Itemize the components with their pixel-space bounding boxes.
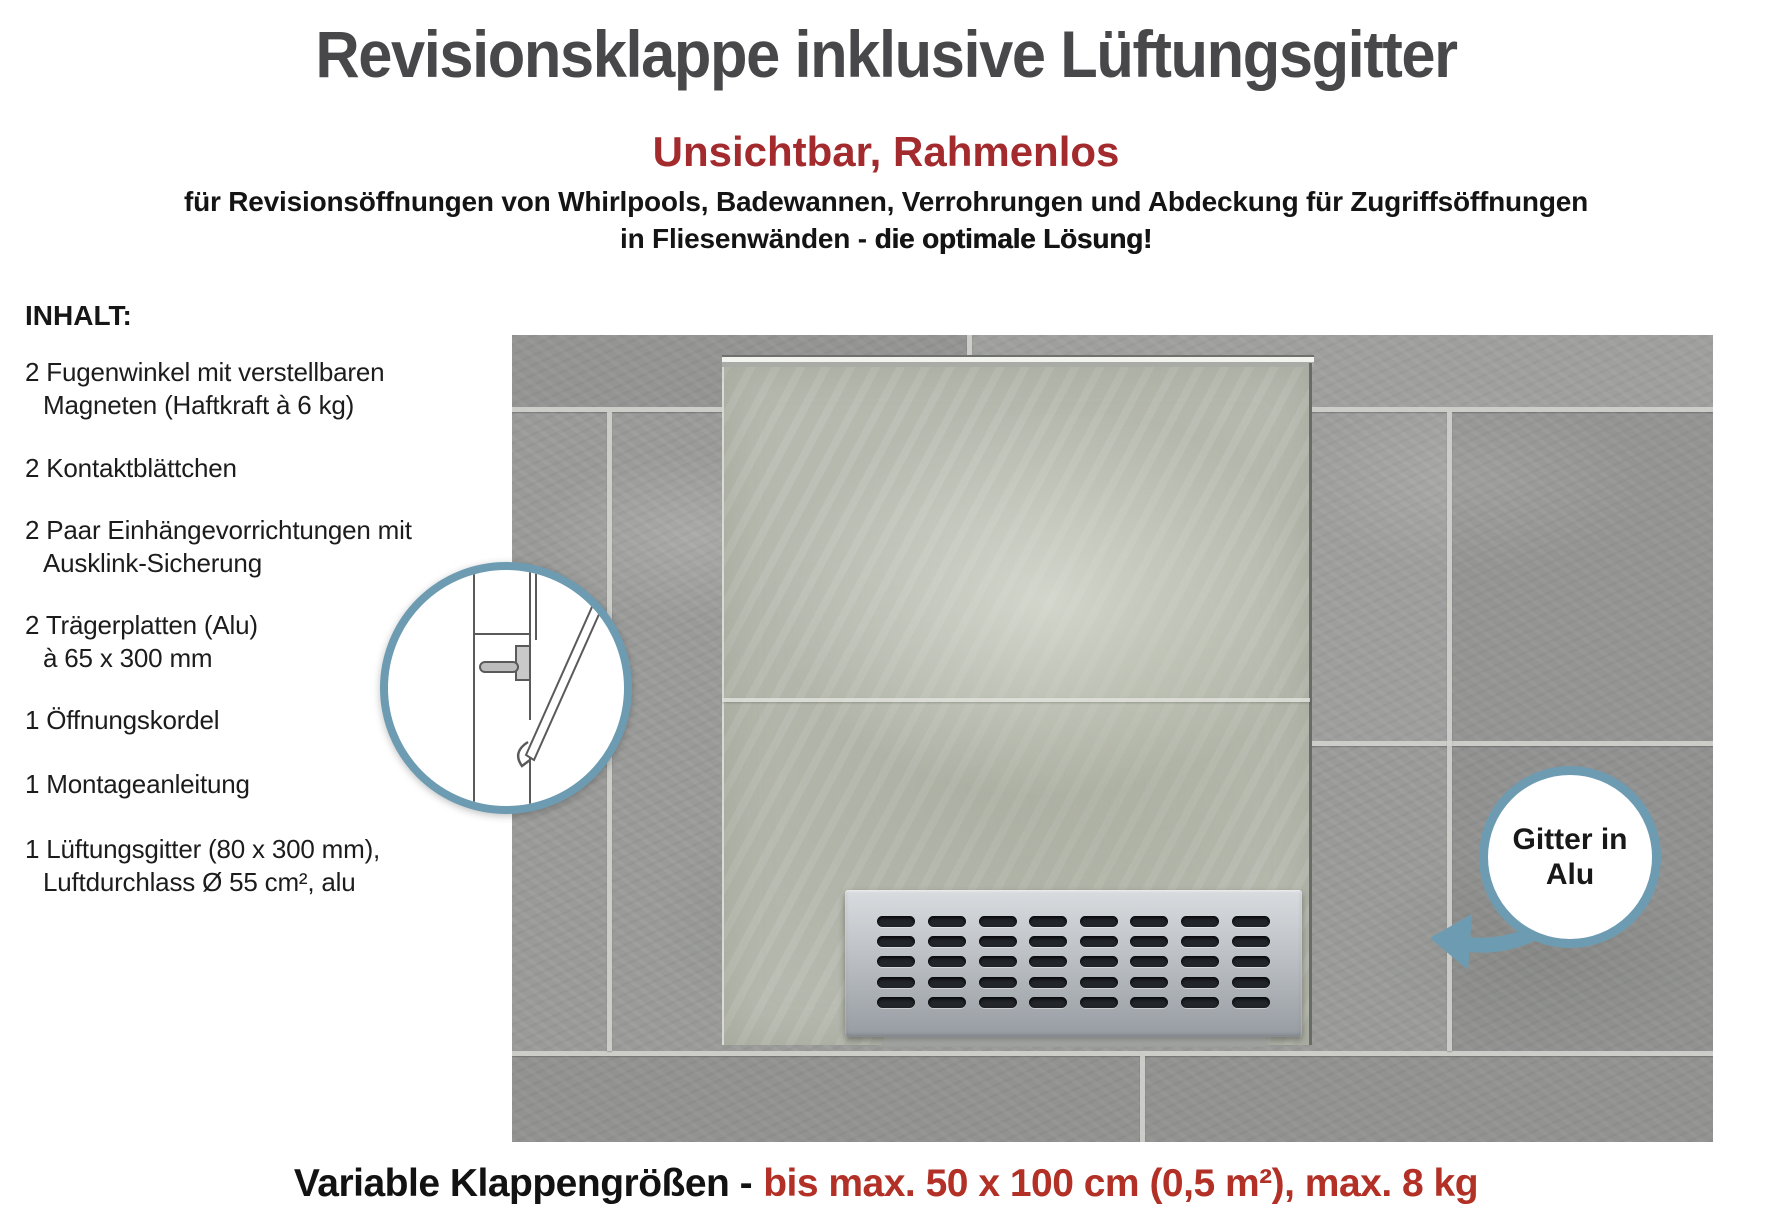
grille-slot — [928, 977, 966, 988]
grout-line — [1140, 1056, 1145, 1142]
hinge-detail-diagram — [388, 570, 624, 806]
description — [0, 183, 1772, 257]
grille-slot — [979, 997, 1017, 1008]
content-item — [25, 452, 237, 485]
contents-heading: INHALT: — [25, 300, 132, 331]
grille-slot — [877, 977, 915, 988]
grille-slot — [1232, 977, 1270, 988]
content-item-line1: 1 Lüftungsgitter (80 x 300 mm), — [25, 834, 381, 864]
page-title: Revisionsklappe inklusive Lüftungsgitter — [315, 17, 1457, 91]
grille-slot — [1080, 956, 1118, 967]
content-item-line1: 2 Trägerplatten (Alu) — [25, 610, 258, 640]
grille-slot — [877, 936, 915, 947]
grille-slot — [1130, 977, 1168, 988]
content-item-line2: Ausklink-Sicherung — [43, 548, 262, 578]
grille-slot — [1130, 936, 1168, 947]
grille-slot — [1029, 997, 1067, 1008]
grille-slot — [979, 936, 1017, 947]
content-item — [25, 704, 219, 737]
content-item-line2: à 65 x 300 mm — [43, 643, 213, 673]
grille-slot — [928, 997, 966, 1008]
grille-slots — [871, 911, 1276, 1013]
description-line2 — [0, 220, 1772, 257]
description-line2-prefix: in Fliesenwänden - — [619, 223, 875, 254]
content-item — [25, 609, 258, 675]
grille-slot — [1080, 977, 1118, 988]
content-item — [25, 514, 412, 580]
hatch-top-rim — [722, 355, 1314, 367]
content-item-line2: Magneten (Haftkraft à 6 kg) — [43, 390, 355, 420]
hinge-detail-circle — [380, 562, 632, 814]
grille-slot — [1232, 916, 1270, 927]
content-item-line1: 1 Montageanleitung — [25, 769, 250, 799]
grille-slot — [928, 916, 966, 927]
description-line2-bold: die optimale Lösung! — [874, 223, 1153, 254]
grille-slot — [979, 956, 1017, 967]
grille-slot — [1029, 956, 1067, 967]
grille-slot — [877, 956, 915, 967]
grout-line — [512, 1051, 1713, 1056]
callout-line1: Gitter in — [1512, 823, 1628, 856]
grille-slot — [1232, 936, 1270, 947]
hatch-right-edge — [1309, 363, 1312, 1045]
grille-slot — [1080, 997, 1118, 1008]
grille-slot — [1181, 997, 1219, 1008]
footer-red-text: bis max. 50 x 100 cm (0,5 m²), max. 8 kg — [763, 1162, 1479, 1205]
grille-slot — [1080, 916, 1118, 927]
callout-line2: Alu — [1545, 858, 1595, 891]
content-item-line1: 2 Fugenwinkel mit verstellbaren — [25, 357, 385, 387]
hatch-grout-line — [722, 698, 1310, 702]
grille-slot — [1181, 977, 1219, 988]
content-item — [25, 833, 380, 899]
callout-bubble — [1479, 766, 1661, 948]
product-photo — [512, 335, 1713, 1142]
description-line1: für Revisionsöffnungen von Whirlpools, Badewannen, Verrohrungen und Abdeckung für Zugriffsöffnungen — [183, 186, 1589, 217]
grille-slot — [979, 977, 1017, 988]
grille-slot — [1080, 936, 1118, 947]
grille-slot — [1130, 997, 1168, 1008]
grille-slot — [877, 916, 915, 927]
content-item — [25, 768, 250, 801]
grille-slot — [1029, 936, 1067, 947]
footer-caption — [0, 1162, 1772, 1206]
content-item-line1: 1 Öffnungskordel — [25, 705, 220, 735]
grille-slot — [1029, 977, 1067, 988]
grille-slot — [979, 916, 1017, 927]
grille-slot — [1130, 916, 1168, 927]
grout-line — [1310, 741, 1713, 746]
content-item — [25, 356, 384, 422]
tile-shade — [512, 1056, 1713, 1142]
grille-slot — [1130, 956, 1168, 967]
vent-grille — [845, 890, 1302, 1037]
grille-slot — [1181, 916, 1219, 927]
content-item-line1: 2 Paar Einhängevorrichtungen mit — [25, 515, 412, 545]
grille-slot — [1232, 956, 1270, 967]
content-item-line2: Luftdurchlass Ø 55 cm², alu — [43, 867, 356, 897]
grille-slot — [928, 936, 966, 947]
content-item-line1: 2 Kontaktblättchen — [25, 453, 237, 483]
grille-slot — [1181, 956, 1219, 967]
grille-slot — [1181, 936, 1219, 947]
grille-slot — [1232, 997, 1270, 1008]
tile-shade — [1310, 412, 1713, 741]
grille-slot — [1029, 916, 1067, 927]
grille-slot — [928, 956, 966, 967]
subtitle: Unsichtbar, Rahmenlos — [652, 128, 1120, 175]
footer-black-text: Variable Klappengrößen - — [293, 1162, 753, 1205]
grille-slot — [877, 997, 915, 1008]
